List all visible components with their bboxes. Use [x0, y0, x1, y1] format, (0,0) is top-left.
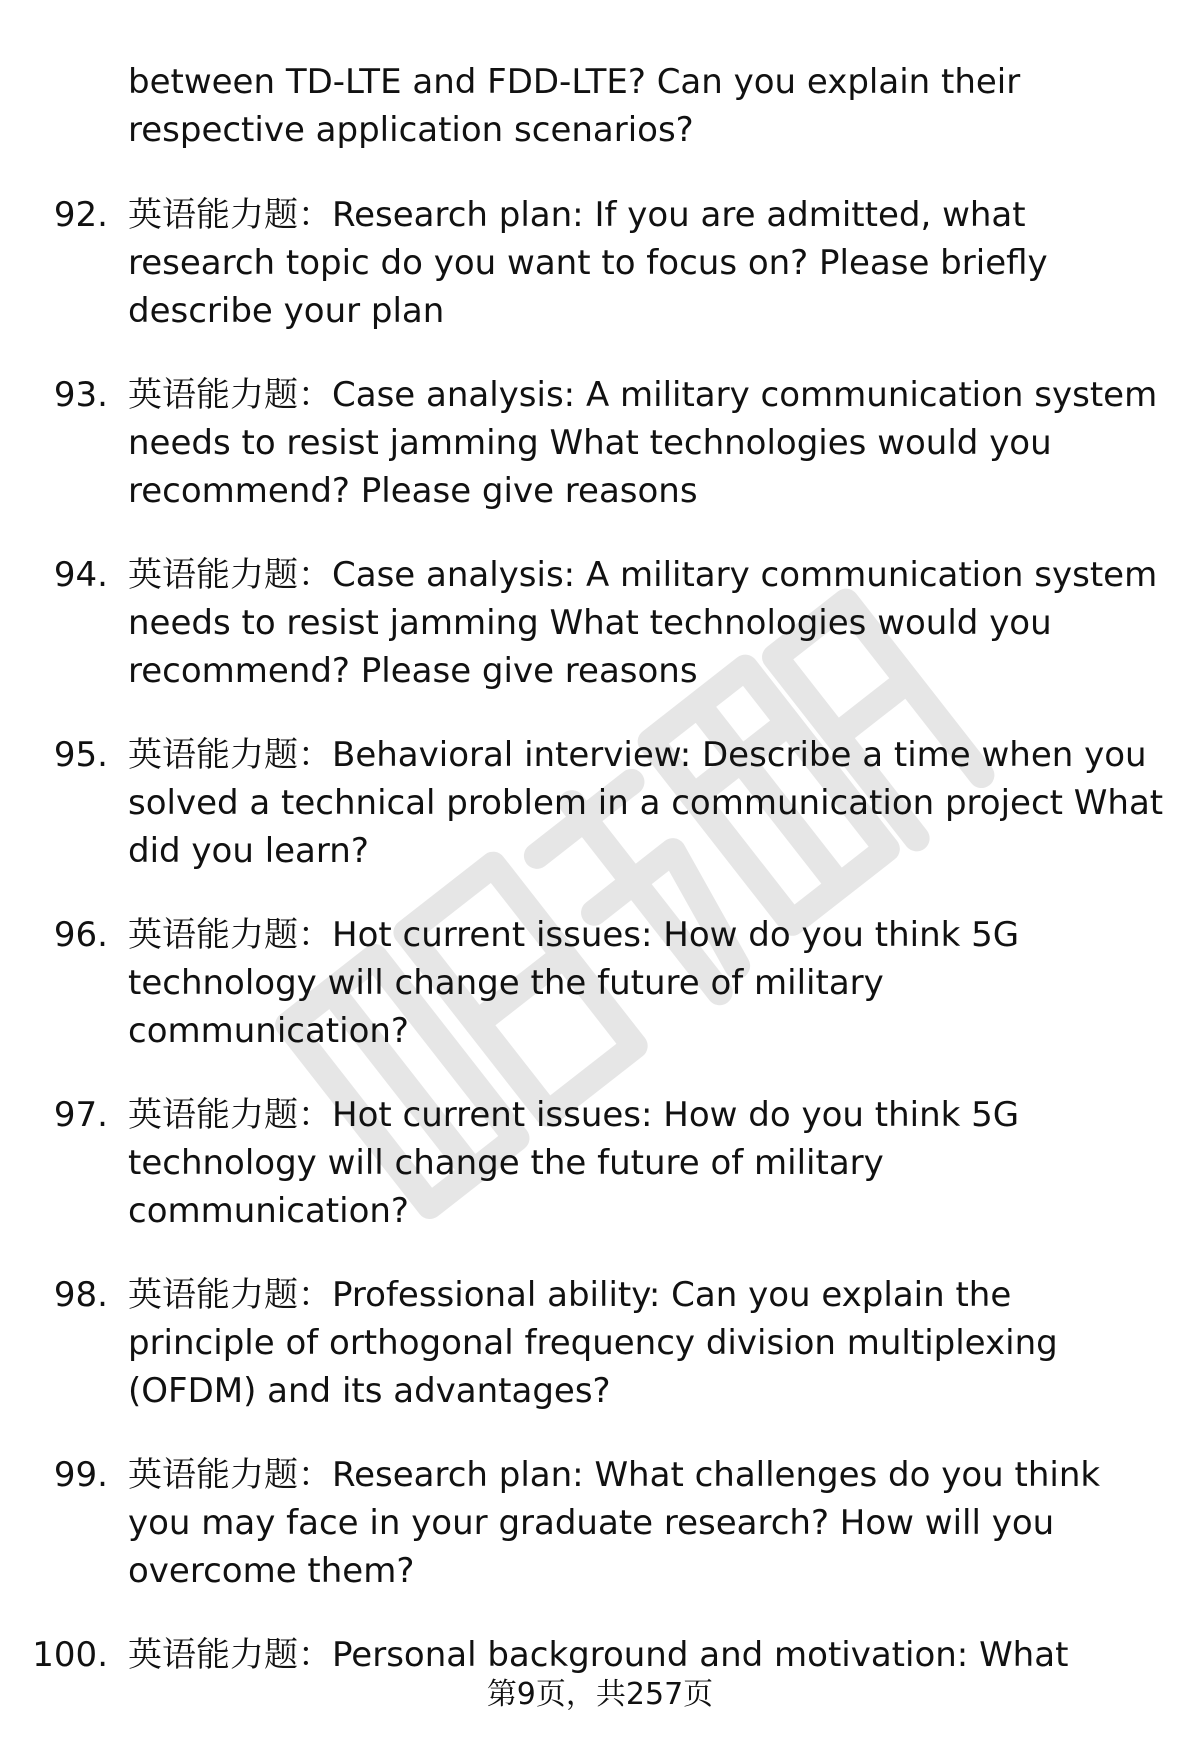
- question-number: 94.: [53, 555, 108, 595]
- question-item: [0, 1451, 1200, 1595]
- question-number: 93.: [53, 375, 108, 415]
- question-item: [0, 1091, 1200, 1235]
- question-text: Research plan: What challenges do you think you may face in your graduate research? How will you overcome them?: [128, 1455, 1101, 1591]
- question-text: Hot current issues: How do you think 5G technology will change the future of military communication?: [128, 915, 1020, 1051]
- question-item: [0, 551, 1200, 695]
- question-category: 英语能力题：: [128, 195, 332, 235]
- question-category: 英语能力题：: [128, 375, 332, 415]
- question-text: Personal background and motivation: What: [332, 1635, 1069, 1675]
- question-category: 英语能力题：: [128, 1095, 332, 1135]
- question-number: 99.: [53, 1455, 108, 1495]
- question-body: [128, 731, 1168, 875]
- question-item: [0, 911, 1200, 1055]
- question-text: Professional ability: Can you explain the principle of orthogonal frequency division multiplexing (OFDM) and its advantages?: [128, 1275, 1058, 1411]
- question-continuation: [0, 58, 1200, 154]
- question-body: [128, 1631, 1168, 1679]
- question-text: Hot current issues: How do you think 5G technology will change the future of military communication?: [128, 1095, 1020, 1231]
- question-body: [128, 191, 1168, 335]
- question-body: [128, 1451, 1168, 1595]
- page-footer: 第9页，共257页: [486, 1677, 714, 1712]
- question-category: 英语能力题：: [128, 1455, 332, 1495]
- question-number: 98.: [53, 1275, 108, 1315]
- question-text: Behavioral interview: Describe a time when you solved a technical problem in a communication project What did you learn?: [128, 735, 1164, 871]
- question-item: [0, 371, 1200, 515]
- question-text: Research plan: If you are admitted, what research topic do you want to focus on? Please briefly describe your plan: [128, 195, 1048, 331]
- question-number: 95.: [53, 735, 108, 775]
- question-body: [128, 911, 1168, 1055]
- question-item: [0, 731, 1200, 875]
- question-item: [0, 191, 1200, 335]
- question-text: Case analysis: A military communication system needs to resist jamming What technologies would you recommend? Please give reasons: [128, 555, 1158, 691]
- question-number: 100.: [32, 1635, 108, 1675]
- question-body: [128, 371, 1168, 515]
- question-body: [128, 1091, 1168, 1235]
- question-number: 97.: [53, 1095, 108, 1135]
- question-item: [0, 1631, 1200, 1679]
- question-text: Case analysis: A military communication system needs to resist jamming What technologies would you recommend? Please give reasons: [128, 375, 1158, 511]
- question-category: 英语能力题：: [128, 1275, 332, 1315]
- question-body: [128, 1271, 1168, 1415]
- question-category: 英语能力题：: [128, 915, 332, 955]
- question-category: 英语能力题：: [128, 735, 332, 775]
- question-number: 92.: [53, 195, 108, 235]
- question-category: 英语能力题：: [128, 1635, 332, 1675]
- question-body: [128, 551, 1168, 695]
- question-list: [0, 58, 1200, 1715]
- question-continuation-text: between TD-LTE and FDD-LTE? Can you explain their respective application scenarios?: [128, 62, 1021, 150]
- question-item: [0, 1271, 1200, 1415]
- question-category: 英语能力题：: [128, 555, 332, 595]
- question-number: 96.: [53, 915, 108, 955]
